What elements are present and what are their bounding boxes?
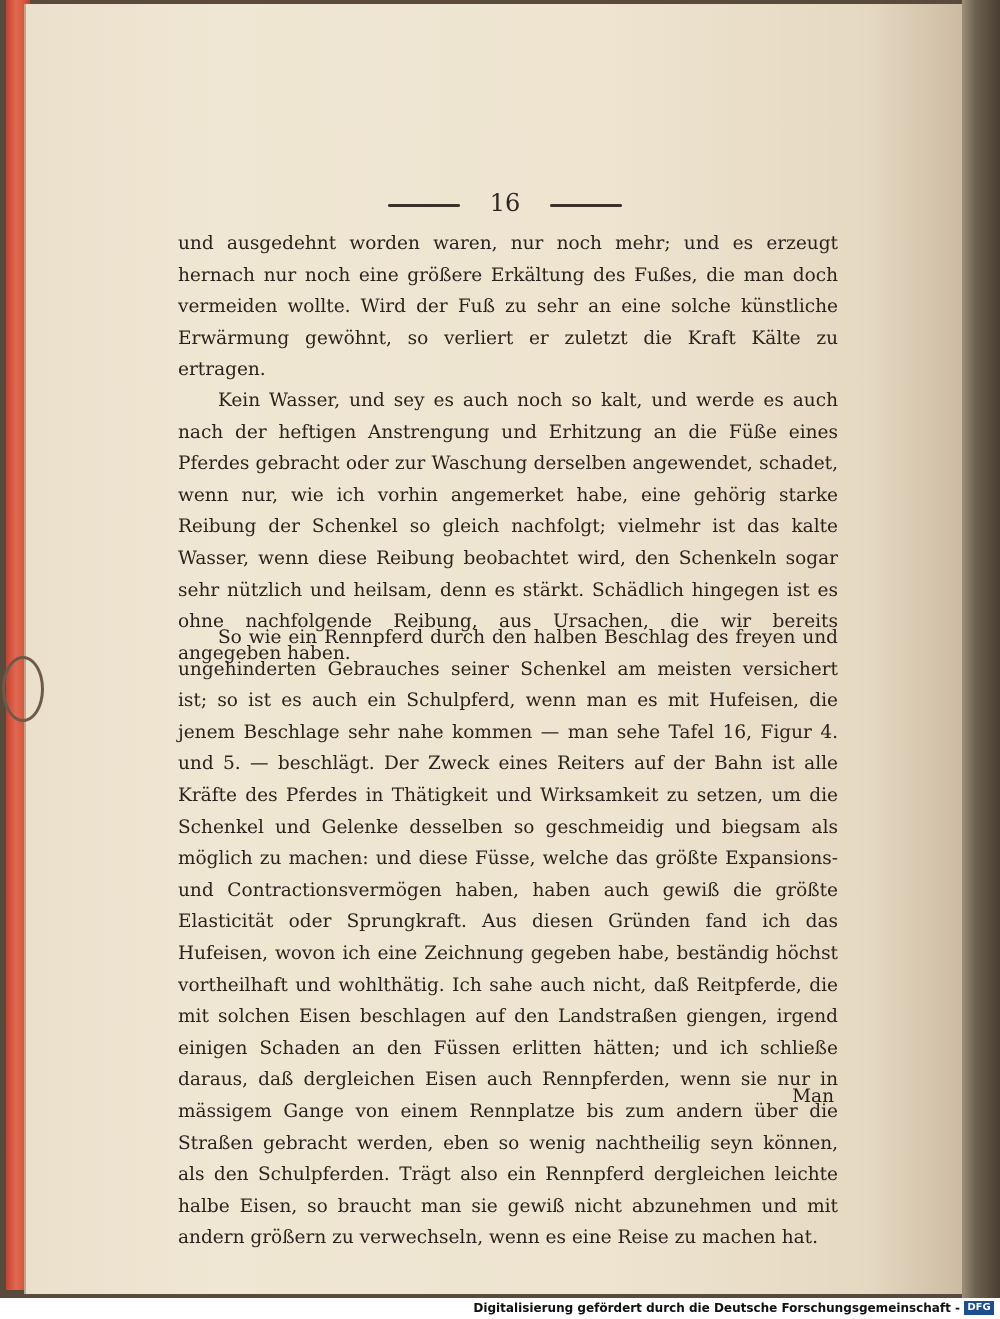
page-number: 16 (489, 189, 521, 217)
binding-edge (962, 0, 1000, 1298)
paragraph-3: So wie ein Rennpferd durch den halben Beschlag des freyen und ungehinderten Gebrauches seiner Schenkel am meisten versichert ist; so ist es auch ein Schulpferd, wenn man es mit Hufeisen, die jenem Beschlage sehr nahe kommen — man sehe Tafel 16, Figur 4. und 5. — beschlägt. Der Zweck eines Reiters auf der Bahn ist alle Kräfte des Pferdes in Thätigkeit und Wirksamkeit zu setzen, um die Schenkel und Gelenke desselben so geschmeidig und biegsam als möglich zu machen: und diese Füsse, welche das größte Expansions- und Contractionsvermögen haben, haben auch gewiß die größte Elasticität oder Sprungkraft. Aus diesen Gründen fand ich das Hufeisen, wovon ich eine Zeichnung gegeben habe, beständig höchst vortheilhaft und wohlthätig. Ich sahe auch nicht, daß Reitpferde, die mit solchen Eisen beschlagen auf den Landstraßen giengen, irgend einigen Schaden an den Füssen erlitten hätten; und ich schließe daraus, daß dergleichen Eisen auch Rennpferden, wenn sie nur in mässigem Gange von einem Rennplatze bis zum andern über die Straßen gebracht werden, eben so wenig nachtheilig seyn können, als den Schulpferden. Trägt also ein Rennpferd dergleichen leichte halbe Eisen, so braucht man sie gewiß nicht abzunehmen und mit andern größern zu verwechseln, wenn es eine Reise zu machen hat. (178, 627, 838, 1249)
footer-credit: Digitalisierung gefördert durch die Deutsche Forschungsgemeinschaft - (473, 1301, 960, 1315)
digitization-footer (0, 1298, 1000, 1319)
paragraph-1: und ausgedehnt worden waren, nur noch mehr; und es erzeugt hernach nur noch eine größere Erkältung des Fußes, die man doch vermeiden wollte. Wird der Fuß zu sehr an eine solche künstliche Erwärmung gewöhnt, so verliert er zuletzt die Kraft Kälte zu ertragen. (178, 233, 838, 381)
header-rule-right (550, 204, 622, 207)
binding-ribbon (2, 656, 44, 722)
catchword: Man (792, 1086, 834, 1107)
dfg-logo: DFG (964, 1301, 994, 1315)
paragraph-2: Kein Wasser, und sey es auch noch so kalt, und werde es auch nach der heftigen Anstrengung und Erhitzung an die Füße eines Pferdes gebracht oder zur Waschung derselben angewendet, schadet, wenn nur, wie ich vorhin angemerket habe, eine gehörig starke Reibung der Schenkel so gleich nachfolgt; vielmehr ist das kalte Wasser, wenn diese Reibung beobachtet wird, den Schenkeln sogar sehr nützlich und heilsam, denn es stärkt. Schädlich hingegen ist es ohne nachfolgende Reibung, aus Ursachen, die wir bereits angegeben haben. (178, 390, 838, 664)
header-rule-left (388, 204, 460, 207)
